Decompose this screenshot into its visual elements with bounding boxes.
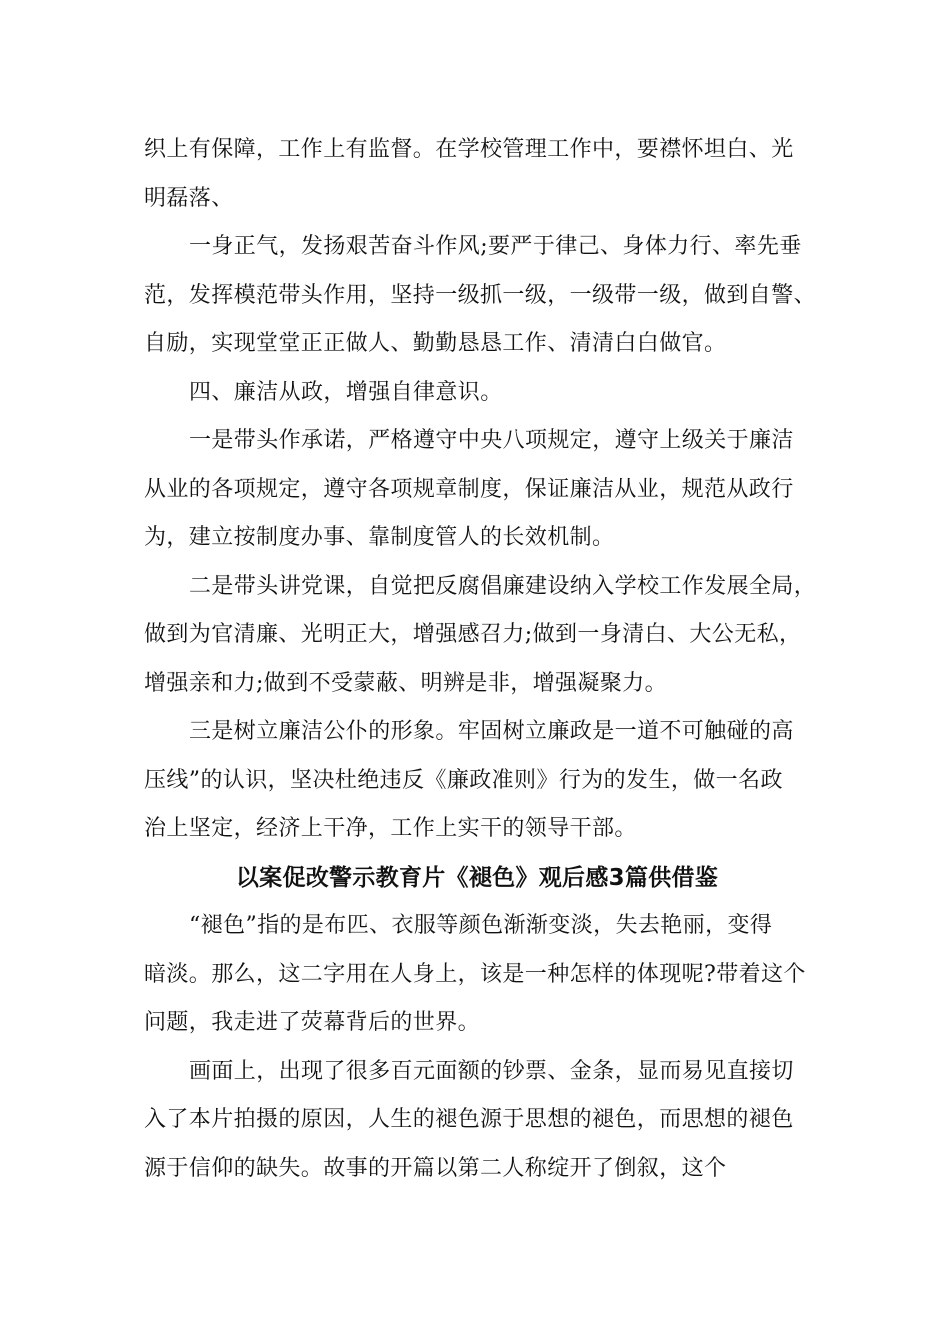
- text-line: 暗淡。那么，这二字用在人身上，该是一种怎样的体现呢?带着这个: [144, 961, 806, 987]
- text-line: 入了本片拍摄的原因，人生的褪色源于思想的褪色，而思想的褪色: [144, 1107, 794, 1132]
- paragraph-first-line: 三是树立廉洁公仆的形象。牢固树立廉政是一道不可触碰的高: [189, 719, 794, 744]
- paragraph-first-line: “褪色”指的是布匹、衣服等颜色渐渐变淡，失去艳丽，变得: [189, 913, 773, 938]
- text-line: 做到为官清廉、光明正大，增强感召力;做到一身清白、大公无私，: [144, 622, 802, 647]
- text-line: 范，发挥模范带头作用，坚持一级抓一级，一级带一级，做到自警、: [144, 282, 817, 308]
- paragraph-first-line: 一身正气，发扬艰苦奋斗作风;要严于律己、身体力行、率先垂: [189, 234, 802, 259]
- text-line: 织上有保障，工作上有监督。在学校管理工作中，要襟怀坦白、光: [144, 137, 794, 162]
- text-line: 问题，我走进了荧幕背后的世界。: [144, 1010, 481, 1035]
- paragraph-first-line: 画面上，出现了很多百元面额的钞票、金条，显而易见直接切: [189, 1058, 794, 1084]
- section-heading-line: 四、廉洁从政，增强自律意识。: [189, 379, 503, 405]
- text-line: 明磊落、: [144, 185, 234, 211]
- document-title: 以案促改警示教育片《褪色》观后感3篇供借鉴: [235, 864, 719, 891]
- text-line: 从业的各项规定，遵守各项规章制度，保证廉洁从业，规范从政行: [144, 476, 794, 502]
- text-line: 治上坚定，经济上干净，工作上实干的领导干部。: [144, 816, 637, 841]
- text-line: 增强亲和力;做到不受蒙蔽、明辨是非，增强凝聚力。: [144, 670, 668, 696]
- document-page: [144, 126, 817, 1193]
- text-line: 源于信仰的缺失。故事的开篇以第二人称绽开了倒叙，这个: [144, 1155, 727, 1181]
- text-line: 为，建立按制度办事、靠制度管人的长效机制。: [144, 525, 615, 550]
- text-line: 自励，实现堂堂正正做人、勤勤恳恳工作、清清白白做官。: [144, 331, 727, 356]
- paragraph-first-line: 一是带头作承诺，严格遵守中央八项规定，遵守上级关于廉洁: [189, 428, 794, 453]
- paragraph-first-line: 二是带头讲党课，自觉把反腐倡廉建设纳入学校工作发展全局，: [189, 573, 817, 599]
- text-line: 压线”的认识，坚决杜绝违反《廉政准则》行为的发生，做一名政: [144, 767, 783, 793]
